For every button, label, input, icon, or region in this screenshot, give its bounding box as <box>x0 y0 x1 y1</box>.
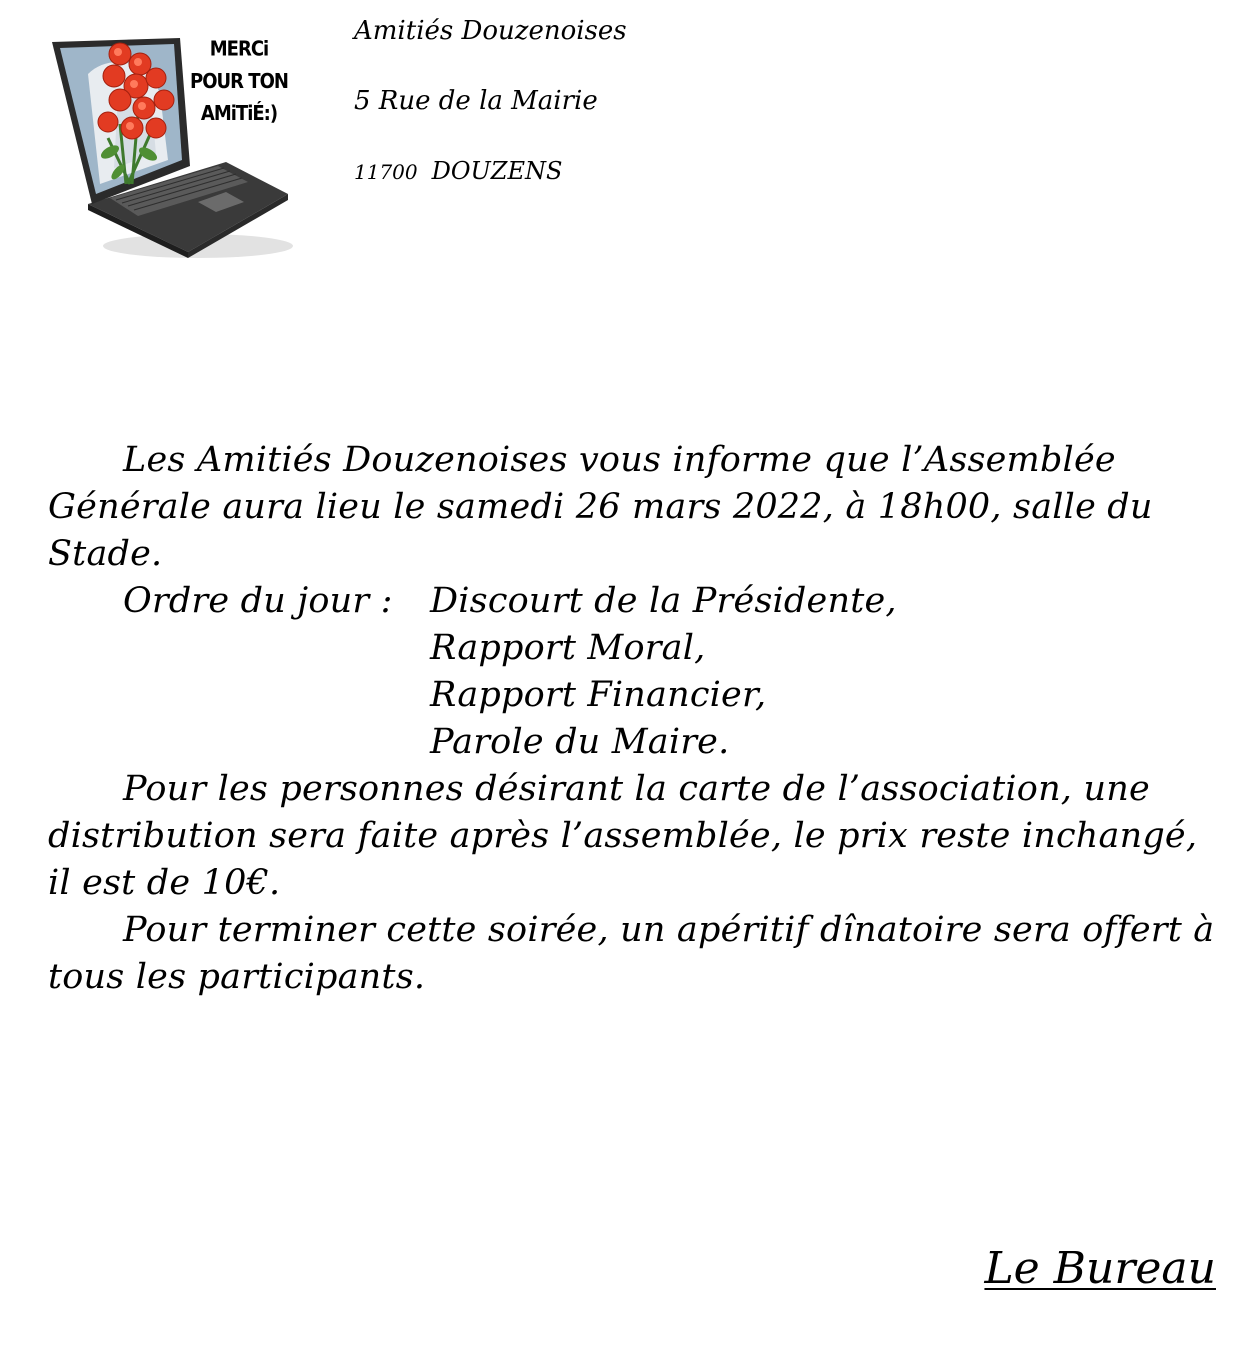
logo-caption-line: MERCi <box>209 37 269 62</box>
signature: Le Bureau <box>984 1243 1216 1294</box>
agenda-label: Ordre du jour : <box>123 581 393 621</box>
agenda-items <box>430 578 897 766</box>
city-name: DOUZENS <box>431 157 563 185</box>
closing-paragraph: Pour terminer cette soirée, un apéritif dînatoire sera offert à tous les participants. <box>48 910 1215 997</box>
agenda-item: Parole du Maire. <box>430 722 730 762</box>
agenda <box>48 578 1218 766</box>
agenda-item: Rapport Financier, <box>430 675 767 715</box>
logo-caption-line: POUR TON <box>190 69 288 94</box>
membership-paragraph: Pour les personnes désirant la carte de l’association, une distribution sera faite après l’assemblée, le prix reste inchangé, il est de 10€. <box>48 769 1198 903</box>
postal-city <box>354 157 562 185</box>
street-address: 5 Rue de la Mairie <box>354 86 598 116</box>
logo-caption <box>184 34 294 131</box>
letter-body <box>48 437 1218 1001</box>
agenda-item: Rapport Moral, <box>430 628 706 668</box>
association-name: Amitiés Douzenoises <box>354 16 627 46</box>
logo-image <box>48 34 294 266</box>
agenda-item: Discourt de la Présidente, <box>430 581 897 621</box>
logo-caption-line: AMiTiÉ:) <box>200 101 278 126</box>
postal-code: 11700 <box>354 160 418 184</box>
intro-paragraph: Les Amitiés Douzenoises vous informe que l’Assemblée Générale aura lieu le samedi 26 mars 2022, à 18h00, salle du Stade. <box>48 440 1153 574</box>
